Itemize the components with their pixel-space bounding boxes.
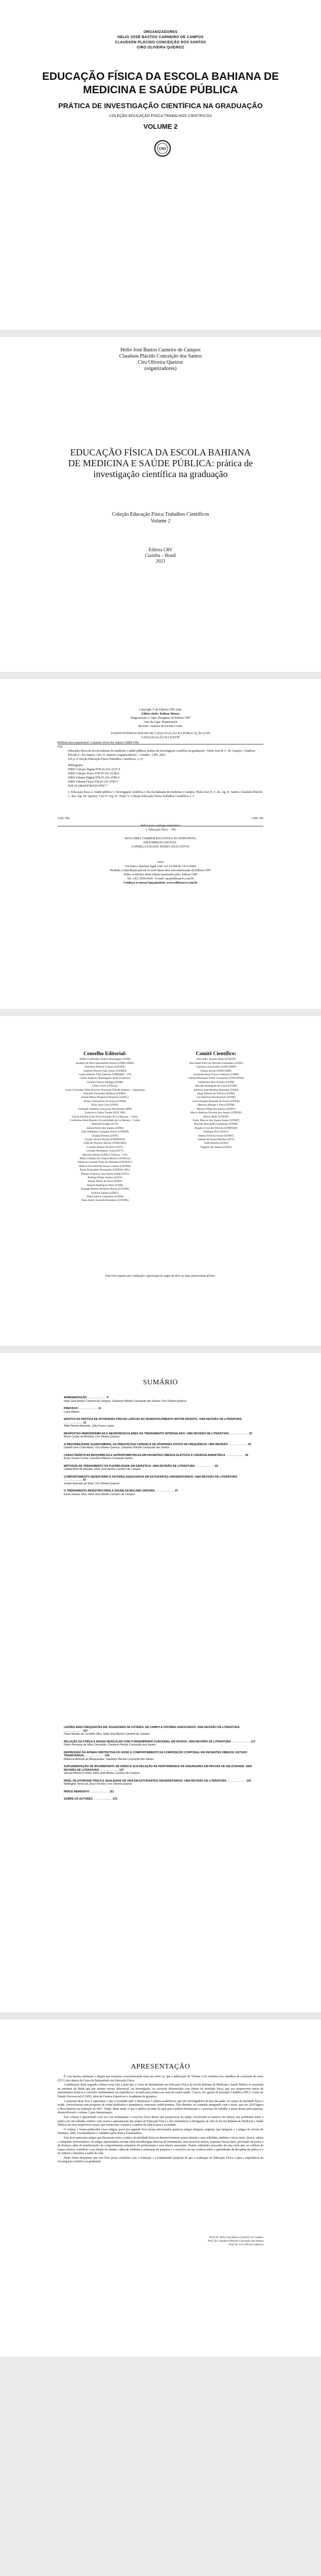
organizer-name: CIRO OLIVEIRA QUEIROZ (136, 46, 185, 49)
entry-page: 55 (245, 1453, 248, 1457)
presentation-paragraph: É com imensa satisfação e alegria que tornamos conscientizando mais um sobre os, que a publicação do Volume 2 da coletânea dos trabalhos de conclusão de curso (TCC) dos alunos do Curso de Bacharelado em Educação Física. (58, 2075, 263, 2082)
notice-line: CONHEÇA E BAIXE NOSSO APLICATIVO! (131, 845, 190, 849)
council-member: Andréia da Silva Quintanilha Sousa (UNIR/UFRN) (76, 1061, 134, 1065)
entry-title-line (64, 1407, 256, 1411)
entry-title: CARACTERÍSTICAS BIOQUÍMICAS E ANTROPOMÉTRICAS EM PACIENTES OBESOS ELETIVOS À CIRURGIA BARIÁTRICA (64, 1453, 225, 1457)
entry-title: LESÕES MAIS FREQUENTES EM JOGADORES DE FUTEBOL DE CAMPO E FATORES ASSOCIADOS: UMA REVISÃO DE LITERATURA (64, 1726, 240, 1729)
cip-line: 1. Educação física 2. Saúde pública 3. Investigação científica I. Escola Bahiana de medicina e Campos, Helio José B. C. de. org. II. Santos, Claudson Plácido C. dos. org. III. Queiroz, Ciro O. org. IV. Título V. Coleção Educação Física Trabalhos Científicos v. 2 (68, 791, 262, 798)
council-member: Fernanda Paula Franco Sobrosa (UFPR) (193, 1073, 239, 1077)
council-member: Carmen Lúcia Soares (UNICAMP) (196, 1065, 236, 1069)
copyright-footer (0, 860, 321, 885)
entry-page: 43 (247, 1443, 251, 1446)
entry-page: 151 (109, 1790, 114, 1793)
entry-authors: Luiza Ribeiro (64, 1410, 80, 1414)
publisher-city: Curitiba – Brasil (145, 553, 176, 558)
entry-authors: Samuel Moreira Freitas; Helio José Bastos Carneiro de Campos (64, 1772, 140, 1775)
council-member: Jeferson José Moebus Retondar (UERJ) (193, 1088, 239, 1092)
council-member: Francisco Carlos Duarte (PUC-PR) (85, 1111, 125, 1115)
title-page-collection (0, 511, 321, 524)
council-member: Guillermo Arias Beatón (Universidade de La Havana – Cuba) (70, 1118, 140, 1122)
council-member: Elizeu Clementino de Souza (UNEB) (83, 1099, 127, 1103)
cip-line: ISBN Volume Digital 978-65-251-4786-0 (68, 776, 120, 779)
footer-link[interactable]: Conheça os nossos lançamentos: www.editoracrv.com.br (123, 882, 198, 885)
entry-authors: Helio José Bastos Carneiro de Campos; Claudson Plácido Conceição dos Santos; Ciro Oliveira Queiroz (64, 1399, 187, 1403)
presentation-paragraph: Este volume é apresentado com foco em treinamento e exercício físico dentro das perspectivas da saúde, envolvendo as nuances da ciência, dos problemas sobre a prática em um trabalho coletivo com escrita e apresentação dos alunos da Educação Física e dos orientadores à divulgação da vida da Escola Bahiana de Medicina e Saúde Pública em seus respectivos cursos, que fortalecem o estudo e a análise da ciência para a sociedade. (58, 2115, 263, 2127)
council-member: Carmen Tereza Velanga (UNIR) (86, 1080, 123, 1084)
entry-page: 97 (175, 1489, 179, 1493)
signature-line: Prof. Dr. Claudson Plácido Conceição dos Santos (208, 2240, 263, 2243)
council-member: Sérgio Nunes de Jesus (IFRO) (87, 1180, 122, 1183)
council-member: Sydione Santos (UEPG) (91, 1191, 119, 1195)
summary-entry[interactable] (64, 1465, 256, 1471)
entry-page: 129 (104, 1754, 110, 1758)
council-member: Marcelo Paixão (UFRJ e UTexas – US) (82, 1153, 128, 1157)
council-member: Luciano Rodrigues Costa (UFV) (86, 1149, 123, 1153)
cip-librarian: Bibliotecária responsável: Luzenira Alves dos Santos CRB9/1506 (58, 741, 139, 744)
cip-code: E24 (58, 745, 63, 749)
dot-leader: ........................ (194, 1464, 215, 1468)
summary-entry[interactable] (64, 1751, 256, 1761)
publication-year: 2023 (156, 558, 165, 564)
entry-authors: Ailde Pereira Azevedo; Julio Franco Lopes (64, 1425, 114, 1428)
entry-authors: Emily Gomes Cunha; Claudson Plácido Conceição Santos (64, 1457, 133, 1461)
dot-leader: ........................ (155, 1489, 175, 1493)
credit-line: Arte da Capa: Shutterstock (144, 721, 177, 724)
cip-line: ISBN Volume Físico 978-65-251-4787-7 (68, 781, 119, 784)
cip-classification (58, 817, 263, 820)
entry-title: O TREINAMENTO RESISTIDO PARA A SAÚDE DA MULHER GRÁVIDA (64, 1489, 155, 1493)
entry-title: DEPRESSÃO DA APNEIA OBSTRUTIVA DO SONO E COMPORTAMENTO DA COMPOSIÇÃO CORPORAL EM PACIENTES OBESOS: ESTUDO TRANSVERSAL (64, 1751, 247, 1758)
cip-line: Bibliografia (68, 764, 83, 767)
entry-authors: Jordan Azevedo da Silva; Ciro Oliveira Queiroz (64, 1482, 120, 1485)
entry-authors: Daniell Lima Costa Alves; Ciro Oliveira Queiroz; Cláudson Plácido Conceição dos Santos (64, 1446, 170, 1450)
summary-entry[interactable] (64, 1418, 256, 1428)
entry-title: ÍNDICE REMISSIVO (64, 1790, 90, 1793)
summary-entry[interactable] (64, 1443, 256, 1450)
council-member: Carlos Alberto Vilar Estêvão (UMINHO – PT) (78, 1073, 132, 1077)
crv-logo-text: CRV (158, 147, 167, 151)
cdd-code: CDD 796 (251, 817, 263, 820)
entry-title-line (64, 1418, 256, 1425)
credit-line: Editor-chefe: Railson Moura (141, 713, 180, 716)
entry-title-line (64, 1740, 256, 1744)
council-member: Jorge Alberto de Oliveira (UFRJ) (197, 1092, 235, 1096)
entry-title-line (64, 1396, 256, 1400)
summary-entry[interactable] (64, 1726, 256, 1736)
council-member: Eliana Ayoub (UNICAMP) (201, 1069, 231, 1073)
summary-entry[interactable] (64, 1476, 256, 1486)
council-member: Rodrigo Pratte-Santos (UFES) (87, 1176, 122, 1179)
entry-authors: Paulo Renato de Carvalho Silva; Helio José Bastos Carneiro de Campos (64, 1733, 150, 1736)
entry-title-line (64, 1765, 256, 1772)
entry-title-line (64, 1780, 256, 1783)
dot-leader: ........................ (84, 1754, 105, 1758)
organizers-heading: ORGANIZADORES (143, 30, 178, 34)
council-member: Elione Maria Nogueira Diogenes (UFAL) (81, 1096, 129, 1099)
council-member: Celso Conti (UFSCar) (92, 1084, 118, 1088)
title-page-title: EDUCAÇÃO FÍSICA DA ESCOLA BAHIANA DE MEDICINA E SAÚDE PÚBLICA: prática de investigação científica na graduação (68, 447, 253, 479)
council-member: Eduardo Fernandes Barbosa (UFMG) (83, 1092, 127, 1096)
editorial-council (53, 1052, 156, 1203)
footer-line: Foi feito o depósito legal conf. Lei 10.994 de 14/12/2004 (125, 865, 196, 868)
organizer-name: Claudson Plácido Conceição dos Santos (119, 353, 202, 359)
copyright-credits (0, 708, 321, 728)
cip-line: 156 p. (Coleção Educação Física Trabalhos Científicos, v. 2) (68, 758, 143, 761)
volume-label: Volume 2 (150, 518, 171, 524)
entry-title-line (64, 1751, 256, 1758)
summary-entry[interactable] (64, 1780, 256, 1786)
page-separator (0, 2012, 321, 2020)
council-member: Gloria Fariñas León (Universidade de La Havana – Cuba) (72, 1115, 138, 1118)
council-member: Jailson Alves dos Santos (UFRJ) (86, 1126, 124, 1130)
collection-name: Coleção Educação Física Trabalhos Científicos (112, 512, 209, 517)
entry-page: 69 (215, 1464, 218, 1468)
dot-leader: ........................ (86, 1396, 107, 1399)
presentation-signatures (160, 2236, 263, 2247)
council-member: Haroldo Rodrigues de Lima (UFSM) (195, 1084, 237, 1088)
organizer-name: Ciro Oliveira Queiroz (138, 360, 183, 365)
organizer-name: Helio José Bastos Carneiro de Campos (120, 347, 201, 353)
council-member: Guilherme Reis Nothen (UFPR) (198, 1080, 235, 1084)
council-member: Gabriel Henrique Treter Gonçalves (UNIVATES) (188, 1077, 244, 1080)
empty-viewer-area (0, 2357, 321, 2576)
signature-line: Prof. Dr. Helio José Bastos Carneiro de Campos (209, 2236, 263, 2239)
cover-subtitle: PRÁTICA DE INVESTIGAÇÃO CIENTÍFICA NA GRADUAÇÃO (58, 101, 263, 110)
entry-title-line (64, 1790, 256, 1794)
crv-logo-icon (153, 139, 172, 158)
council-member: Tadeu Oliver Gonçalves (UFPA) (86, 1195, 123, 1199)
organizer-name: HELIO JOSÉ BASTOS CARNEIRO DE CAMPOS (117, 36, 204, 39)
entry-page: 87 (83, 1479, 86, 1482)
summary-entry[interactable] (64, 1489, 256, 1496)
summary-entry[interactable] (64, 1790, 256, 1794)
entry-page: 9 (106, 1396, 109, 1399)
council-member: Rogério Cruz de Oliveira (UNIFESP) (194, 1126, 238, 1130)
council-member: Josania Portela (UFPI) (92, 1134, 118, 1138)
credit-line: Revisão: Analista de Escrita e Artes (138, 725, 183, 728)
entry-title: PREFÁCIO (64, 1407, 78, 1410)
entry-title-line (64, 1489, 256, 1493)
council-member: Santiago Pich (UFSC) (203, 1130, 229, 1134)
dot-leader: ........................ (93, 1798, 113, 1801)
council-member: Paulo Romualdo Hernandes (UNIFAL-MG) (80, 1168, 130, 1172)
summary-page (0, 1353, 321, 2012)
peer-review-note: Este livro passou por avaliação e aprovação às cegas de dois ou mais pareceristas ad hoc. (105, 1275, 216, 1278)
entry-title-line (64, 1476, 256, 1482)
council-member: Aldira Guimarães Duarte Domínguez (UNB) (79, 1058, 131, 1061)
notice-line: EM FORMATO DIGITAL. (144, 841, 177, 844)
council-member: Maria de Lourdes Pinto de Almeida (UNOESC) (78, 1161, 132, 1164)
scientific-committee-heading: Comitê Científico: (195, 1051, 237, 1057)
cip-record (58, 740, 263, 799)
entry-title: COMPORTAMENTO SEDENTÁRIO E FATORES ASSOCIADOS EM ESTUDANTES UNIVERSITÁRIOS: UMA REVISÃO DE LITERATURA (64, 1475, 237, 1479)
council-member: Lídia de Oliveira Xavier (UNIEURO) (83, 1142, 127, 1145)
council-member: Lia Sant'Ana Kucharczyk (UFPR) (197, 1096, 236, 1099)
cover-collection: COLEÇÃO EDUCAÇÃO FÍSICA TRABALHOS CIENTÍFICOS (109, 114, 212, 118)
council-member: Renato Francisco dos Santos Paula (UFG) (81, 1172, 129, 1176)
credit-line: Diagramação e Capa: Designers da Editora CRV (130, 717, 191, 720)
footer-line: Todos os direitos desta edição reservados pela: Editora CRV (123, 873, 198, 876)
council-member: Fernando Antônio Gonçalves Alcoforado (IPB) (78, 1107, 132, 1111)
editorial-council-heading: Conselho Editorial: (83, 1051, 127, 1057)
summary-entry[interactable] (64, 1765, 256, 1775)
council-member: Tatiane de Souza Martins (UFT) (198, 1138, 235, 1141)
entry-page: 117 (251, 1740, 256, 1743)
presentation-heading: APRESENTAÇÃO (131, 2063, 190, 2071)
council-member: Mauro Betti (UNESP) (203, 1115, 229, 1118)
index-heading: Índice para catálogo sistemático (140, 824, 181, 827)
dot-leader: ........................ (99, 1768, 119, 1772)
entry-authors: Karen Daiane Silva; Helio José Bastos Carneiro de Campos (64, 1493, 135, 1496)
cip-title: DADOS INTERNACIONAIS DE CATALOGAÇÃO NA PUBLICAÇÃO (CIP) (111, 732, 210, 735)
council-page (0, 1016, 321, 1346)
cip-line: ISBN Coleção Físico 978-65-251-2238-6 (68, 772, 119, 775)
council-member: João Adalberto Campato Junior (UNESP) (81, 1130, 129, 1134)
council-member: Maria Lília Imbiriba Sousa Colares (UFOPA) (79, 1164, 131, 1168)
title-page-organizers (0, 347, 321, 372)
footer-line: Tel.: (41) 3039-6418 - E-mail: sac@editoracrv.com.br (127, 877, 194, 880)
dot-leader: ........................ (227, 1443, 248, 1446)
council-member: Luiz Eduardo Rezende de Souza (UNEB) (192, 1099, 240, 1103)
digital-notice (0, 837, 321, 849)
council-member: Élsio José Corá (UFFS) (91, 1104, 119, 1107)
entry-title-line (64, 1726, 256, 1733)
entry-authors: Bruno Cunha de Almeida; Ciro Oliveira Queiroz (64, 1435, 120, 1439)
council-member: Cesar Gerónimo Tello (Univer. Nacional Três de Febrero – Argentina) (65, 1088, 145, 1092)
entry-page: 137 (119, 1768, 124, 1772)
council-member: Helmuth Krüger (UCP) (92, 1123, 118, 1126)
title-page-publisher (0, 547, 321, 564)
title-page (0, 337, 321, 672)
dot-leader: ........................ (229, 1432, 249, 1435)
council-member: Marcio Felipe dos Santos (UEPG) (197, 1107, 236, 1111)
cip-line: ISBN Coleção Digital 978-65-251-2237-9 (68, 768, 120, 771)
footer-line: 2023 (157, 861, 164, 864)
summary-entry[interactable] (64, 1407, 256, 1414)
cip-line: Educação física da escola bahiana de medicina e saúde pública: prática de investigação científica na graduação / Helio José B. C. de Campos, Claudson Plácido C. dos Santos, Ciro O. Queiroz (organizadores) – Curitiba : CRV, 2023. (68, 750, 255, 757)
organizers-role: (organizadores) (144, 366, 177, 371)
council-member: Sidney Ferreira Farias (UFMT) (198, 1134, 234, 1138)
entry-page: 145 (246, 1779, 252, 1783)
entry-title: NÍVEL DE ATIVIDADE FÍSICA E QUALIDADE DE VIDA EM ESTUDANTES UNIVERSITÁRIOS: UMA REVISÃO DE LITERATURA (64, 1779, 227, 1783)
signature-line: Prof. Dr. Ciro Oliveira Queiroz (228, 2243, 263, 2246)
presentation-paragraph: O volume 1 foram publicados cinco artigos, passe pra segundo livro foram selecionados quatorze artigos integrais originais, que integram o 1 artigos de revisão de literatura, onde, recomendações e validados pelos Banca Examinadora. (58, 2128, 263, 2136)
council-member: Marco Antônio Ferreira dos Santos (UNESP) (190, 1111, 242, 1115)
council-member: Antônio Pereira Gaio Júnior (UFRRJ) (83, 1069, 127, 1073)
cover-title: EDUCAÇÃO FÍSICA DA ESCOLA BAHIANA DE MEDICINA E SAÚDE PÚBLICA (42, 71, 279, 96)
entry-page: 25 (249, 1432, 253, 1435)
entry-authors: Wellington Torres de Jesus Ferreira; Ciro Oliveira Queiroz (64, 1783, 132, 1786)
credit-line: Copyright © da Editora CRV Ltda. (139, 708, 182, 711)
index-entry: 1. Educação física – 796 (145, 828, 176, 832)
entry-title: RESPOSTAS HEMODINÂMICAS E NEUROMUSCULARES AO TREINAMENTO INTERVALADO: UMA REVISÃO DE LITERATURA (64, 1432, 229, 1435)
cdu-code: CDU 796 (58, 817, 70, 820)
catalog-index (0, 824, 321, 832)
presentation-paragraph: Este livro apresenta artigos que discursam sobre a prática de atividade física no desenvolvimento motor infantil e suas refletidas, também o idoso atual, obesos, atletas e estudantes universitários. Os artigos apresentados versam sobre metodologias diversas de treinamento, seus possíveis efeitos, respostas físicas entre, prevenção de lesões e de doenças, além de manifestações do comportamento sedentário de profissionais e seus fatores associados. Porém, sobretudo acrescidos de uma visão que, ao celebrar de forma coletiva, contribuir a sua função de estudar a ideia de melhorar a realização de pesquisa e o exercício, na sua vivência sobre o aprendizado da disciplina da prática é o de traduzir a literatura a saúde da vida. (58, 2136, 263, 2156)
summary-entry[interactable] (64, 1740, 256, 1747)
council-member: Alexandre Janotta Drigo (UNESP) (196, 1058, 236, 1061)
entry-title: APRESENTAÇÃO (64, 1396, 87, 1399)
cover-volume: VOLUME 2 (143, 123, 178, 130)
summary-list-1 (64, 1396, 256, 1500)
council-member: Carlos Federico Domínguez Avila (Unieuro) (80, 1077, 130, 1080)
entry-title-line (64, 1798, 256, 1801)
council-member: Maria Cristina dos Santos Bezerra (UFSCar) (79, 1157, 131, 1160)
copyright-page (0, 679, 321, 1009)
cip-heading (0, 732, 321, 740)
council-member: Valter Bracht (UFES) (204, 1142, 228, 1145)
page-separator (0, 672, 321, 679)
entry-title: EFEITOS DA PRÁTICA DE ATIVIDADES FÍSICAS LÚDICAS NO DESENVOLVIMENTO MOTOR INFANTIL: UMA REVISÃO DE LITERATURA (64, 1418, 242, 1421)
council-member: Leonel Severo Rocha (UNISINOS) (84, 1138, 126, 1141)
council-member: Paulo Marcos dos Santos Junior (UFMT) (192, 1118, 240, 1122)
dot-leader: ........................ (64, 1421, 83, 1425)
presentation-body (58, 2075, 263, 2165)
presentation-paragraph: A publicação deste segundo volume torna vale a pena que o Curso de Bacharelado em Educação Física da Escola Bahiana de Medicina e Saúde Pública se consolida na estrutura da Bahia que por sempre mostra diferencial, na investigação, ao currículo diferenciado com ênfase na atividade física, que nos proporciona meios de instrumentos teóricos e conceitos fundamentais na experiência e na aplicação prática nas mais de cunho saúde. Crescer, Pro grama de Iniciação Científica (PIC), Centro de Estudo Psicossocial (CAPS), além de Centros Esportivos e Academias de ginástica. (58, 2083, 263, 2098)
summary-entry[interactable] (64, 1396, 256, 1403)
council-member: Lourdes Helena da Silva (UFV) (86, 1145, 123, 1149)
page-separator (0, 330, 321, 337)
dot-leader: ........................ (89, 1790, 110, 1793)
entry-authors: Pedro Henrique da Silva Conceição; Claudson Plácido Conceição dos Santos (64, 1743, 156, 1747)
entry-title: A INESTABILIDADE GLENOUMERAL DA PREGUIÇOSA CARDÍACA DE HÓSPEDES ATIVOS DE FREQUÊNCIA: UMA REVISÃO (64, 1443, 228, 1446)
notice-line: ESTA OBRA TAMBÉM ENCONTRA-SE DISPONÍVEL (124, 837, 197, 840)
dot-leader: ........................ (78, 1407, 98, 1410)
cip-line: DOI 10.24824/978652514787.7 (68, 785, 108, 788)
summary-entry[interactable] (64, 1798, 256, 1801)
entry-authors: Rebecca Almeida de Albuquerque; Claudson Plácido Conceição dos Santos (64, 1757, 154, 1761)
council-member: Tania Suely Azevedo Brasileiro (UFOPA) (81, 1199, 129, 1202)
entry-page: 13 (83, 1421, 86, 1425)
presentation-paragraph: Desta forma desejamos que este livro possa contribuir com a formação e a fundamental proposta de que a realizaçao de Educação Física a para a importância da investigação científica na graduação. (58, 2156, 263, 2164)
entry-page: 11 (98, 1407, 101, 1410)
council-member: Simone Rodrigues Pinto (UNB) (86, 1183, 123, 1187)
cover-page (0, 0, 321, 330)
entry-title: RELAÇÃO DA FORÇA E MASSA MUSCULAR COM O DESEMPENHO FUNCIONAL EM IDOSOS: UMA REVISÃO DE LITERATURA (64, 1740, 231, 1743)
entry-title: MÉTODOS DE TREINAMENTO DA FLEXIBILIDADE EM GINÁSTICA: UMA REVISÃO DE LITERATURA (64, 1464, 195, 1468)
summary-entry[interactable] (64, 1454, 256, 1461)
cip-subtitle: CATALOGAÇÃO NA FONTE (141, 736, 180, 739)
council-member: Anselmo Alencar Colares (UFOPA) (84, 1065, 126, 1069)
entry-title: SUPLEMENTAÇÃO DE BICARBONATO DE SÓDIO E SUA RELAÇÃO NA PERFORMANCE DE NADADORES EM PROVAS DE VELOCIDADE: UMA REVISÃO DE LITERATURA (64, 1765, 252, 1772)
entry-title-line (64, 1465, 256, 1468)
scientific-committee (165, 1052, 268, 1149)
entry-title: SOBRE OS AUTORES (64, 1798, 93, 1801)
dot-leader: ........................ (225, 1453, 245, 1457)
dot-leader: ........................ (230, 1740, 251, 1743)
presentation-page (0, 2020, 321, 2349)
page-separator (0, 1009, 321, 1016)
organizer-name: CLAUDSON PLÁCIDO CONCEIÇÃO DOS SANTOS (115, 41, 206, 44)
dot-leader: ........................ (64, 1479, 83, 1482)
presentation-paragraph: A proposta deste livro é apresentar o que a sociedade quer e administrar o alunos acadêmicos, que são investigadores da área da saúde, no campo da atividade física e saúde, concretizaram suas pesquisas de forma qualitativa e quantitativa, expressar conhecimentos. Não obstante, no conteúdo integrando com o nosso, que nos 2019 legava a Nosa Maioria na avaliação do NEC. Então, deste modo, é que o público já tinha do qual para cambiar diretamente e o processo de trabalho a partir destas preocupações, desenvolvendo o volume 2 para interpretação. (58, 2099, 263, 2115)
summary-entry[interactable] (64, 1432, 256, 1439)
entry-page: 107 (83, 1729, 88, 1733)
page-separator (0, 1346, 321, 1353)
cover-organizers (0, 30, 321, 50)
council-member: Marcelo Moraes e Silva (UFPR) (198, 1104, 235, 1107)
summary-heading: SUMÁRIO (142, 1379, 179, 1386)
dot-leader: ........................ (64, 1729, 83, 1733)
entry-page: 153 (112, 1798, 117, 1801)
council-member: Ricardo Alexandre Carminato (UFPR) (194, 1123, 238, 1126)
council-member: Solange Helena Ximenes-Rocha (UFOPA) (80, 1188, 130, 1191)
footer-line: Proibida a reprodução parcial ou total desta obra sem autorização da Editora CRV (110, 869, 211, 872)
entry-authors: Isabela Brito de Almeida; Helio José Bastos Carneiro de Campos (64, 1468, 141, 1471)
dot-leader: ........................ (226, 1779, 247, 1783)
publisher-name: Editora CRV (148, 547, 173, 552)
summary-list-2 (64, 1726, 256, 1805)
council-member: Wagner dos Santos (UFES) (200, 1145, 232, 1149)
council-member: Ana Isabel Pires de Oliveira Guimarães (UFRJ) (189, 1061, 243, 1065)
